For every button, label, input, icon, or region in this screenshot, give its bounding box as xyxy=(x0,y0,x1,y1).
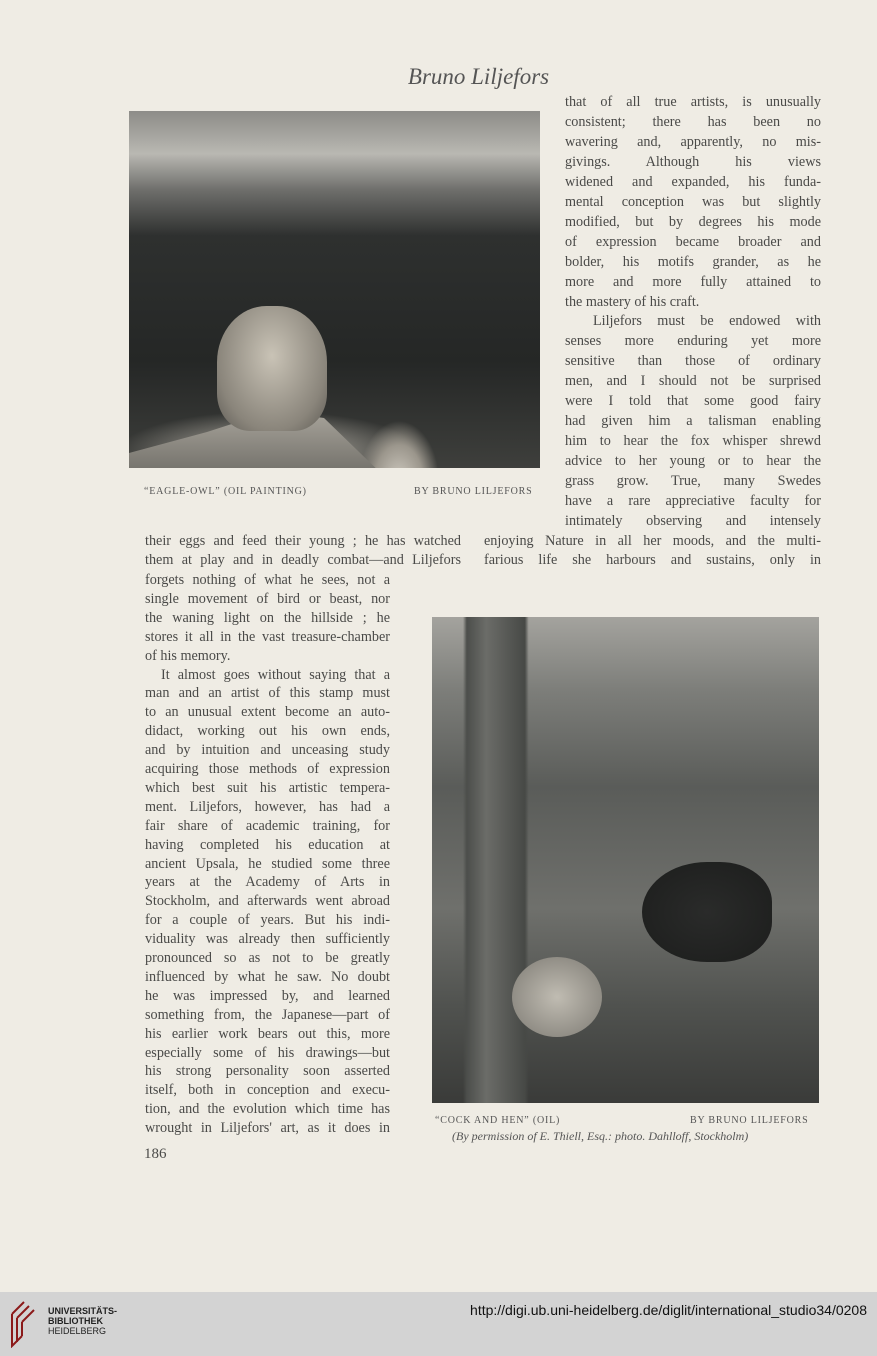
eagle-owl-painting xyxy=(129,111,540,468)
text-line: modified, but by degrees his mode xyxy=(565,213,821,230)
text-line: had given him a talisman enabling xyxy=(565,413,821,430)
text-line: man and an artist of this stamp must xyxy=(145,685,390,702)
text-line: the mastery of his craft. xyxy=(565,293,700,310)
text-line: especially some of his drawings—but xyxy=(145,1044,390,1061)
text-line: didact, working out his own ends, xyxy=(145,723,390,740)
text-line: ment. Liljefors, however, has had a xyxy=(145,798,390,815)
library-name xyxy=(48,1306,117,1336)
text-line: that of all true artists, is unusually xyxy=(565,94,821,110)
text-line: bolder, his motifs grander, as he xyxy=(565,253,821,270)
figure-caption-title: “COCK AND HEN” (OIL) xyxy=(435,1115,561,1126)
text-line: were I told that some good fairy xyxy=(565,393,821,410)
text-line: and by intuition and unceasing study xyxy=(145,742,390,759)
source-url[interactable]: http://digi.ub.uni-heidelberg.de/diglit/international_studio34/0208 xyxy=(470,1302,867,1318)
text-line: wavering and, apparently, no mis- xyxy=(565,133,821,150)
text-line: stores it all in the vast treasure-chamber xyxy=(145,628,390,645)
text-line: givings. Although his views xyxy=(565,153,821,170)
text-line: advice to her young or to hear the xyxy=(565,453,821,470)
footer-bar xyxy=(0,1292,877,1356)
text-line: which best suit his artistic tempera- xyxy=(145,779,390,796)
text-line: intimately observing and intensely xyxy=(565,512,821,529)
text-line: mental conception was but slightly xyxy=(565,193,821,210)
text-line: sensitive than those of ordinary xyxy=(565,353,821,370)
owl xyxy=(217,306,327,431)
text-line: grass grow. True, many Swedes xyxy=(565,473,821,490)
figure-caption-credit: BY BRUNO LILJEFORS xyxy=(414,486,533,497)
text-line: itself, both in conception and execu- xyxy=(145,1082,390,1099)
text-line: his earlier work bears out this, more xyxy=(145,1025,390,1042)
text-line: senses more enduring yet more xyxy=(565,333,821,350)
page-title: Bruno Liljefors xyxy=(407,64,550,89)
text-line: It almost goes without saying that a xyxy=(161,666,390,683)
text-line: for a couple of years. But his indi- xyxy=(145,912,390,929)
capercaillie-hen xyxy=(512,957,602,1037)
text-line: to an unusual extent become an auto- xyxy=(145,704,390,721)
capercaillie-cock xyxy=(642,862,772,962)
text-line: something from, the Japanese—part of xyxy=(145,1006,390,1023)
text-line: forgets nothing of what he sees, not a xyxy=(145,572,390,588)
logo-line: UNIVERSITÄTS- xyxy=(48,1306,118,1316)
text-line: viduality was already then sufficiently xyxy=(145,931,390,948)
text-line: his strong personality soon asserted xyxy=(145,1063,390,1080)
text-line: their eggs and feed their young ; he has watched xyxy=(145,533,461,549)
text-line: pronounced so as not to be greatly xyxy=(145,950,390,966)
logo-line: BIBLIOTHEK xyxy=(48,1316,103,1326)
cock-and-hen-painting xyxy=(432,617,819,1103)
text-line: fair share of academic training, for xyxy=(145,817,390,834)
text-line: them at play and in deadly combat—and Liljefors xyxy=(145,552,461,568)
text-line: tion, and the evolution which time has xyxy=(145,1101,390,1118)
text-line: more and more fully attained to xyxy=(565,273,821,290)
text-line: of expression became broader and xyxy=(565,233,821,250)
text-line: of his memory. xyxy=(145,647,231,664)
text-line: single movement of bird or beast, nor xyxy=(145,590,390,607)
text-line: consistent; there has been no xyxy=(565,113,821,130)
text-line: wrought in Liljefors' art, as it does in xyxy=(145,1120,390,1137)
page-number: 186 xyxy=(144,1146,167,1162)
text-line: influenced by what he saw. No doubt xyxy=(145,968,390,985)
text-line: Liljefors must be endowed with xyxy=(593,313,821,330)
text-line: years at the Academy of Arts in xyxy=(145,874,390,891)
figure-caption-note: (By permission of E. Thiell, Esq.: photo. Dahlloff, Stockholm) xyxy=(452,1129,749,1143)
text-line: men, and I should not be surprised xyxy=(565,373,821,390)
text-line: Stockholm, and afterwards went abroad xyxy=(145,893,390,910)
text-line: the waning light on the hillside ; he xyxy=(145,609,390,626)
text-line: enjoying Nature in all her moods, and the multi- xyxy=(484,533,821,549)
library-logo-icon xyxy=(8,1300,44,1348)
text-line: have a rare appreciative faculty for xyxy=(565,493,821,509)
text-line: ancient Upsala, he studied some three xyxy=(145,855,390,872)
text-line: having completed his education at xyxy=(145,836,390,853)
figure-caption-title: “EAGLE-OWL” (OIL PAINTING) xyxy=(144,486,307,497)
text-line: widened and expanded, his funda- xyxy=(565,173,821,190)
text-line: him to hear the fox whisper shrewd xyxy=(565,433,821,450)
text-line: farious life she harbours and sustains, only in xyxy=(484,552,821,568)
figure-caption-credit: BY BRUNO LILJEFORS xyxy=(690,1115,809,1126)
text-line: he was impressed by, and learned xyxy=(145,987,390,1004)
text-line: acquiring those methods of expression xyxy=(145,761,390,777)
logo-line: HEIDELBERG xyxy=(48,1326,107,1336)
